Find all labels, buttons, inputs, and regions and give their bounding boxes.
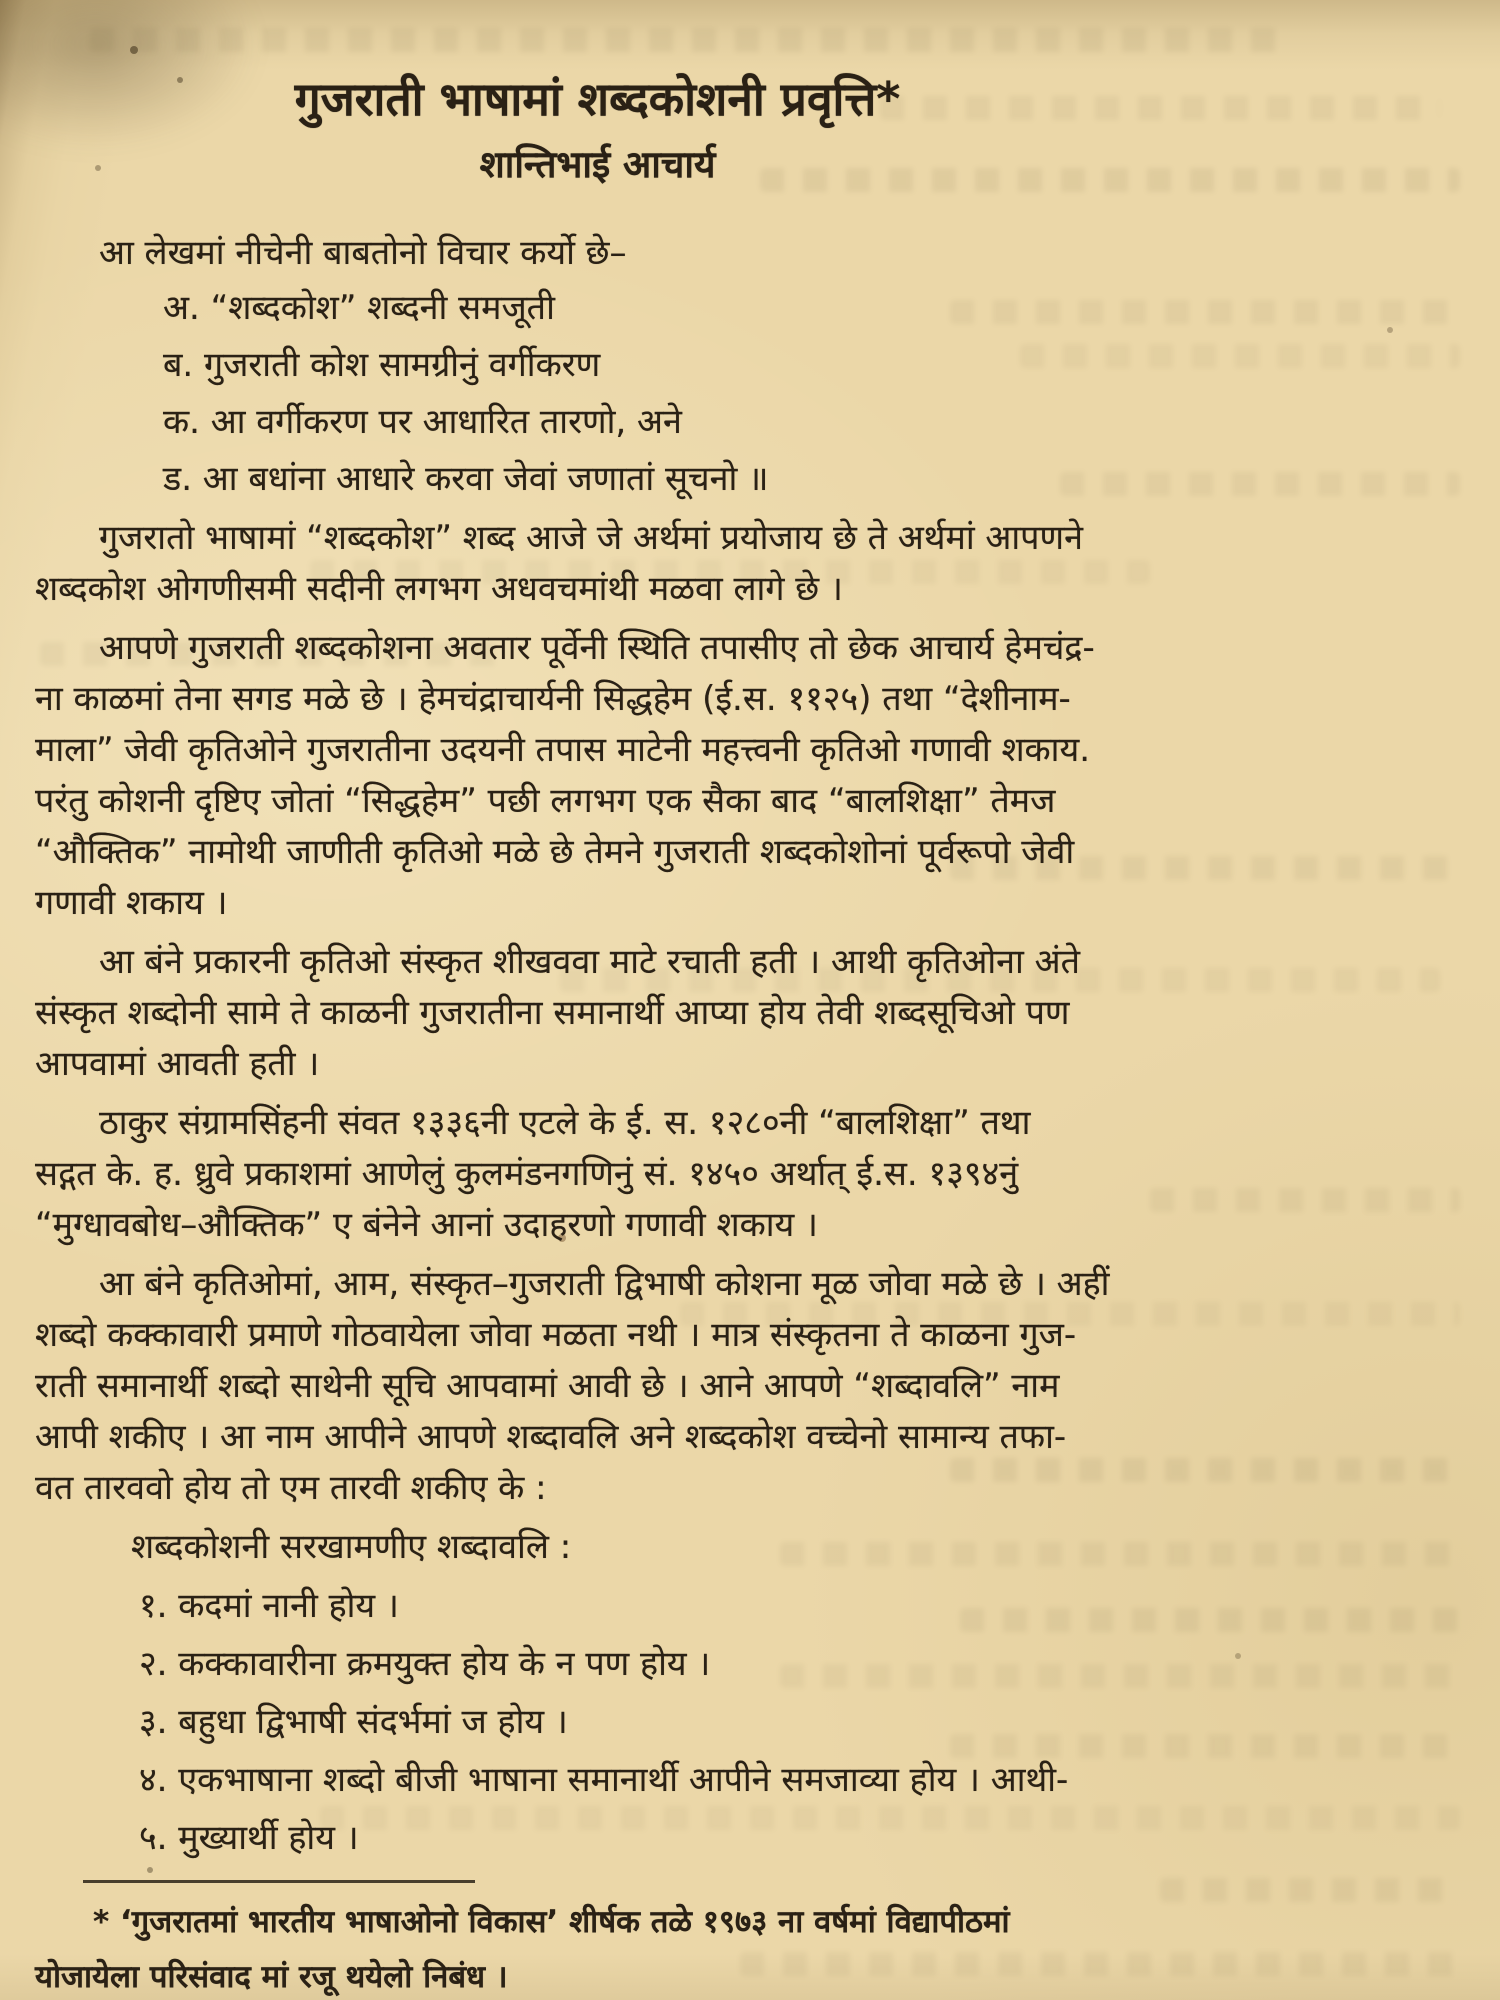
intro-line: आ लेखमां नीचेनी बाबतोनो विचार कर्यो छे–: [99, 233, 627, 273]
paragraph-line: राती समानार्थी शब्दो साथेनी सूचि आपवामां आवी छे । आने आपणे “शब्दावलि” नाम: [35, 1366, 1060, 1406]
paragraph-line: परंतु कोशनी दृष्टिए जोतां “सिद्धहेम” पछी लगभग एक सैका बाद “बालशिक्षा” तेमज: [35, 781, 1056, 821]
paragraph: [35, 1098, 1160, 1251]
paragraph-line: ठाकुर संग्रामसिंहनी संवत १३३६नी एटले के ई. स. १२८०नी “बालशिक्षा” तथा: [99, 1103, 1031, 1143]
paragraph-line: “मुग्धावबोध–औक्तिक” ए बंनेने आनां उदाहरणो गणावी शकाय ।: [35, 1205, 818, 1245]
outline-item-d: ड. आ बधांना आधारे करवा जेवां जणातां सूचनो ॥: [163, 459, 769, 499]
paragraph: [35, 1259, 1160, 1514]
list-item-1: १. कदमां नानी होय ।: [139, 1586, 399, 1626]
list-item-3: ३. बहुधा द्विभाषी संदर्भमां ज होय ।: [139, 1702, 568, 1742]
list-item-4: ४. एकभाषाना शब्दो बीजी भाषाना समानार्थी आपीने समजाव्या होय । आथी-: [139, 1760, 1069, 1800]
outline-item-a: अ. “शब्दकोश” शब्दनी समजूती: [163, 288, 555, 328]
footnote-line: * ‘गुजरातमां भारतीय भाषाओनो विकास’ शीर्षक तळे १९७३ ना वर्षमां विद्यापीठमां: [93, 1904, 1010, 1940]
paragraph-line: शब्दो कक्कावारी प्रमाणे गोठवायेला जोवा मळता नथी । मात्र संस्कृतना ते काळना गुज-: [35, 1315, 1077, 1355]
footnote-line: योजायेला परिसंवाद मां रजू थयेलो निबंध ।: [35, 1959, 508, 1995]
outline-item-b: ब. गुजराती कोश सामग्रीनुं वर्गीकरण: [163, 345, 601, 385]
paragraph: [35, 623, 1160, 929]
paragraph-line: वत तारववो होय तो एम तारवी शकीए के :: [35, 1468, 547, 1508]
paragraph: [35, 513, 1160, 615]
paragraph-line: “औक्तिक” नामोथी जाणीती कृतिओ मळे छे तेमने गुजराती शब्दकोशोनां पूर्वरूपो जेवी: [35, 832, 1075, 872]
document-title: गुजराती भाषामां शब्दकोशनी प्रवृत्ति*: [294, 72, 901, 126]
list-item-2: २. कक्कावारीना क्रमयुक्त होय के न पण होय ।: [139, 1644, 711, 1684]
paragraph-line: संस्कृत शब्दोनी सामे ते काळनी गुजरातीना समानार्थी आप्या होय तेवी शब्दसूचिओ पण: [35, 993, 1070, 1033]
paragraph-line: आपणे गुजराती शब्दकोशना अवतार पूर्वेनी स्थिति तपासीए तो छेक आचार्य हेमचंद्र-: [99, 628, 1095, 668]
footnote: [35, 1880, 1160, 2000]
footnote-divider: [83, 1880, 475, 1883]
paragraph-line: गुजरातो भाषामां “शब्दकोश” शब्द आजे जे अर्थमां प्रयोजाय छे ते अर्थमां आपणने: [99, 518, 1083, 558]
list-item-5: ५. मुख्यार्थी होय ।: [139, 1818, 359, 1858]
paragraph-line: आ बंने प्रकारनी कृतिओ संस्कृत शीखववा माटे रचाती हती । आथी कृतिओना अंते: [99, 942, 1080, 982]
paragraph-line: सद्गत के. ह. ध्रुवे प्रकाशमां आणेलुं कुलमंडनगणिनुं सं. १४५० अर्थात् ई.स. १३९४नुं: [35, 1154, 1019, 1194]
comparison-heading: शब्दकोशनी सरखामणीए शब्दावलि :: [131, 1527, 572, 1567]
paragraph-line: शब्दकोश ओगणीसमी सदीनी लगभग अधवचमांथी मळवा लागे छे ।: [35, 569, 843, 609]
paragraph-line: आपी शकीए । आ नाम आपीने आपणे शब्दावलि अने शब्दकोश वच्चेनो सामान्य तफा-: [35, 1417, 1067, 1457]
outline-item-k: क. आ वर्गीकरण पर आधारित तारणो, अने: [163, 402, 682, 442]
paragraph-line: आ बंने कृतिओमां, आम, संस्कृत–गुजराती द्विभाषी कोशना मूळ जोवा मळे छे । अहीं: [99, 1264, 1110, 1304]
paragraph-line: ना काळमां तेना सगड मळे छे । हेमचंद्राचार्यनी सिद्धहेम (ई.स. ११२५) तथा “देशीनाम-: [35, 679, 1071, 719]
paragraph-line: गणावी शकाय ।: [35, 883, 228, 923]
paragraph: [35, 937, 1160, 1090]
paragraph-line: माला” जेवी कृतिओने गुजरातीना उदयनी तपास माटेनी महत्त्वनी कृतिओ गणावी शकाय.: [35, 730, 1091, 770]
paragraph-line: आपवामां आवती हती ।: [35, 1044, 320, 1084]
author-name: शान्तिभाई आचार्य: [479, 143, 716, 186]
outline-list: [35, 283, 1160, 505]
numbered-list: [35, 1581, 1160, 1864]
